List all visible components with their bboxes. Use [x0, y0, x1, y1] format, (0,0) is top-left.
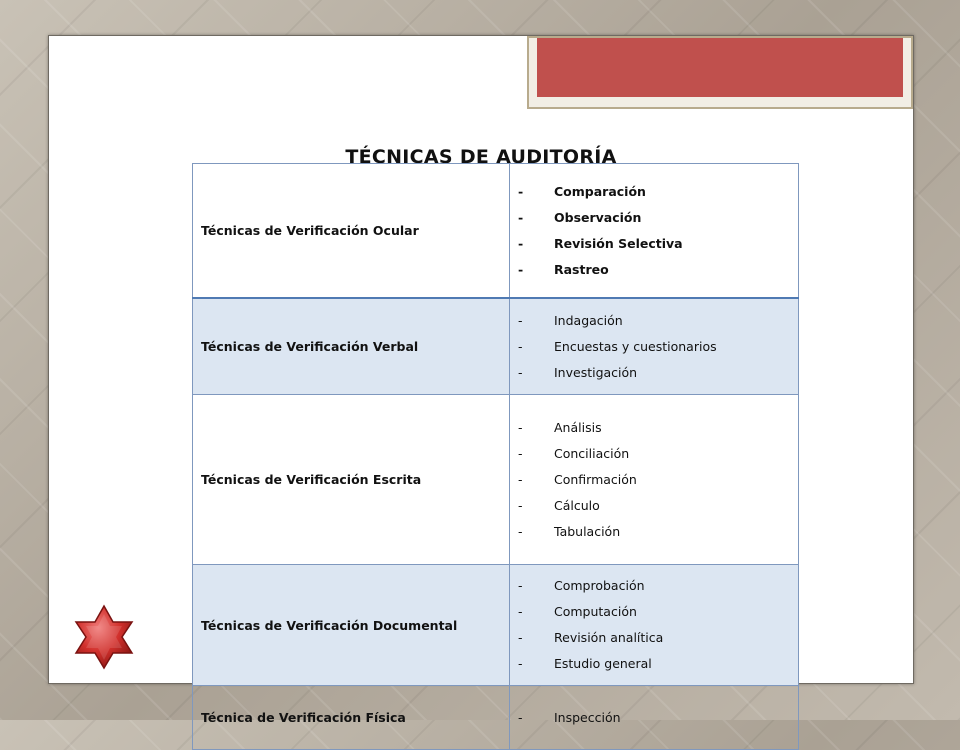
list-item: - Cálculo [518, 497, 600, 513]
page-title: TÉCNICAS DE AUDITORÍA [345, 146, 617, 168]
list-item: - Inspección [518, 709, 621, 725]
list-item: - Encuestas y cuestionarios [518, 338, 717, 354]
list-item: - Observación [518, 209, 642, 225]
list-item: - Rastreo [518, 261, 609, 277]
items-cell [510, 164, 799, 299]
category-cell: Técnicas de Verificación Ocular [193, 164, 510, 299]
list-item: - Revisión Selectiva [518, 235, 683, 251]
technique-list [518, 179, 798, 283]
list-item: - Estudio general [518, 656, 652, 671]
category-cell: Técnicas de Verificación Documental [193, 565, 510, 686]
technique-list [518, 705, 798, 731]
red-six-point-star-icon [72, 604, 136, 670]
header-tab-accent [537, 38, 903, 97]
list-item: - Confirmación [518, 471, 637, 487]
list-item: - Análisis [518, 419, 602, 435]
technique-list [518, 308, 798, 386]
items-cell [510, 565, 799, 686]
table-row [193, 298, 799, 395]
list-item: - Computación [518, 604, 637, 619]
techniques-table [192, 163, 799, 750]
category-cell: Técnicas de Verificación Escrita [193, 395, 510, 565]
list-item: - Tabulación [518, 523, 621, 539]
list-item: - Investigación [518, 364, 638, 380]
list-item: - Indagación [518, 312, 623, 328]
table-row [193, 395, 799, 565]
items-cell [510, 395, 799, 565]
table-row [193, 686, 799, 750]
header-tab [527, 36, 913, 109]
technique-list [518, 415, 798, 545]
table-row [193, 565, 799, 686]
items-cell [510, 686, 799, 750]
list-item: - Comprobación [518, 578, 645, 593]
category-cell: Técnica de Verificación Física [193, 686, 510, 750]
items-cell [510, 298, 799, 395]
list-item: - Comparación [518, 183, 646, 199]
category-cell: Técnicas de Verificación Verbal [193, 298, 510, 395]
list-item: - Revisión analítica [518, 630, 664, 645]
list-item: - Conciliación [518, 445, 630, 461]
technique-list [518, 573, 798, 677]
table-row [193, 164, 799, 299]
